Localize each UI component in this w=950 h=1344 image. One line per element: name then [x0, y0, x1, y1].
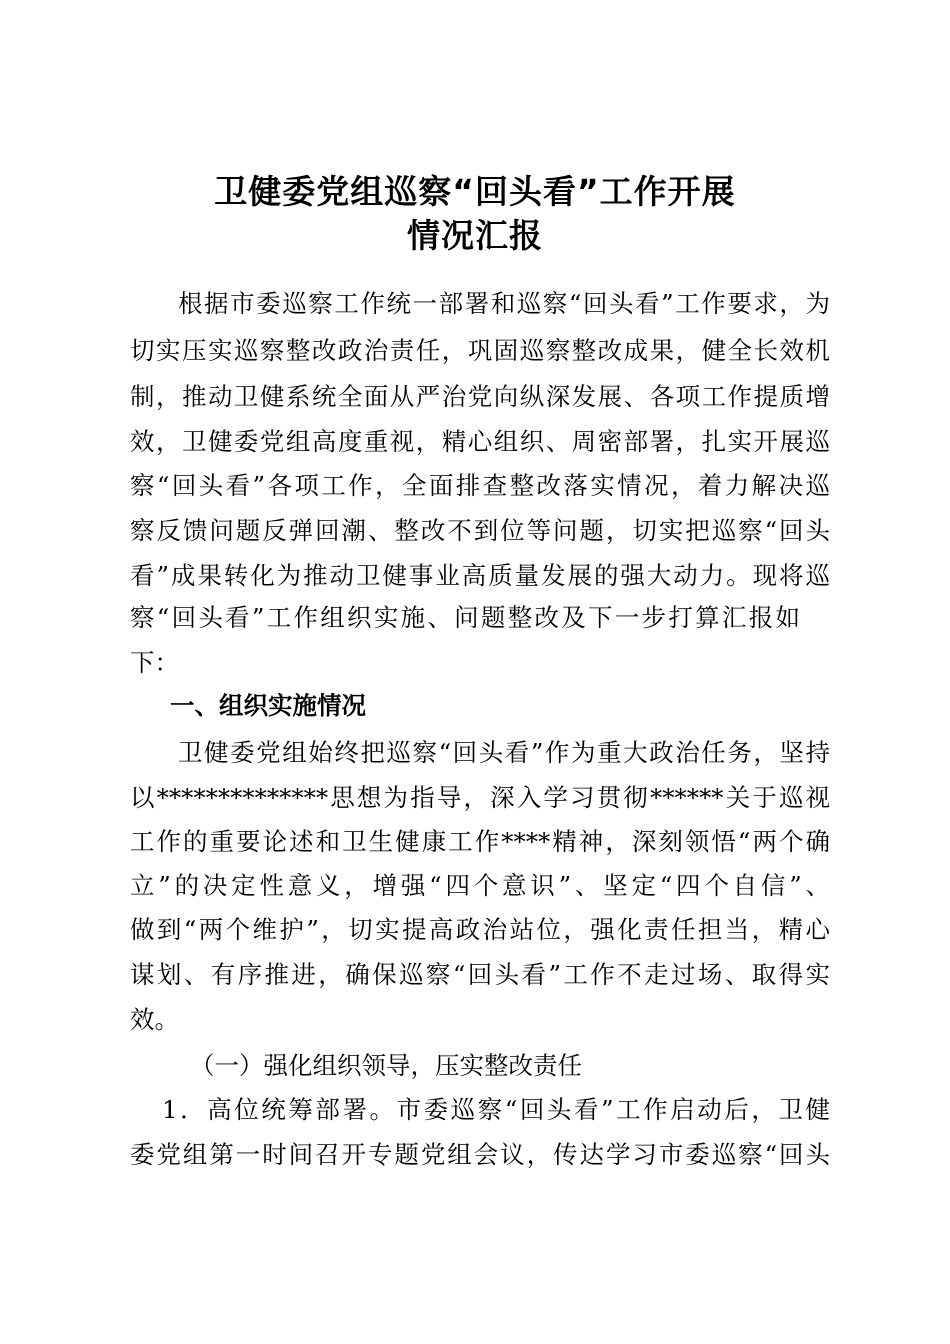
section-heading-1: 一、组织实施情况 — [170, 691, 366, 720]
document-title-line-1: 卫健委党组巡察“回头看”工作开展 — [214, 172, 736, 211]
section1-line-4: 立”的决定性意义，增强“四个意识”、坚定“四个自信”、 — [130, 871, 830, 900]
item1-line-2: 委党组第一时间召开专题党组会议，传达学习市委巡察“回头 — [130, 1140, 830, 1169]
intro-line-5: 察“回头看”各项工作，全面排查整改落实情况，着力解决巡 — [130, 471, 830, 500]
intro-line-3: 制，推动卫健系统全面从严治党向纵深发展、各项工作提质增 — [130, 382, 830, 411]
subsection-heading-1: （一）强化组织领导，压实整改责任 — [190, 1051, 582, 1080]
intro-line-9: 下： — [130, 648, 179, 677]
section1-line-2: 以**************思想为指导，深入学习贯彻******关于巡视 — [130, 783, 830, 812]
section1-line-5: 做到“两个维护”，切实提高政治站位，强化责任担当，精心 — [130, 915, 830, 944]
intro-line-1: 根据市委巡察工作统一部署和巡察“回头看”工作要求，为 — [178, 289, 830, 318]
item1-line-1: 1．高位统筹部署。市委巡察“回头看”工作启动后，卫健 — [162, 1095, 830, 1124]
intro-line-2: 切实压实巡察整改政治责任，巩固巡察整改成果，健全长效机 — [130, 336, 830, 365]
intro-line-7: 看”成果转化为推动卫健事业高质量发展的强大动力。现将巡 — [130, 561, 830, 590]
intro-line-6: 察反馈问题反弹回潮、整改不到位等问题，切实把巡察“回头 — [130, 516, 830, 545]
section1-line-7: 效。 — [130, 1005, 179, 1034]
section1-line-6: 谋划、有序推进，确保巡察“回头看”工作不走过场、取得实 — [130, 960, 830, 989]
section1-line-3: 工作的重要论述和卫生健康工作****精神，深刻领悟“两个确 — [130, 827, 830, 856]
section1-line-1: 卫健委党组始终把巡察“回头看”作为重大政治任务，坚持 — [178, 738, 830, 767]
intro-line-4: 效，卫健委党组高度重视，精心组织、周密部署，扎实开展巡 — [130, 427, 830, 456]
intro-line-8: 察“回头看”工作组织实施、问题整改及下一步打算汇报如 — [130, 603, 800, 632]
document-title-line-2: 情况汇报 — [407, 216, 543, 255]
